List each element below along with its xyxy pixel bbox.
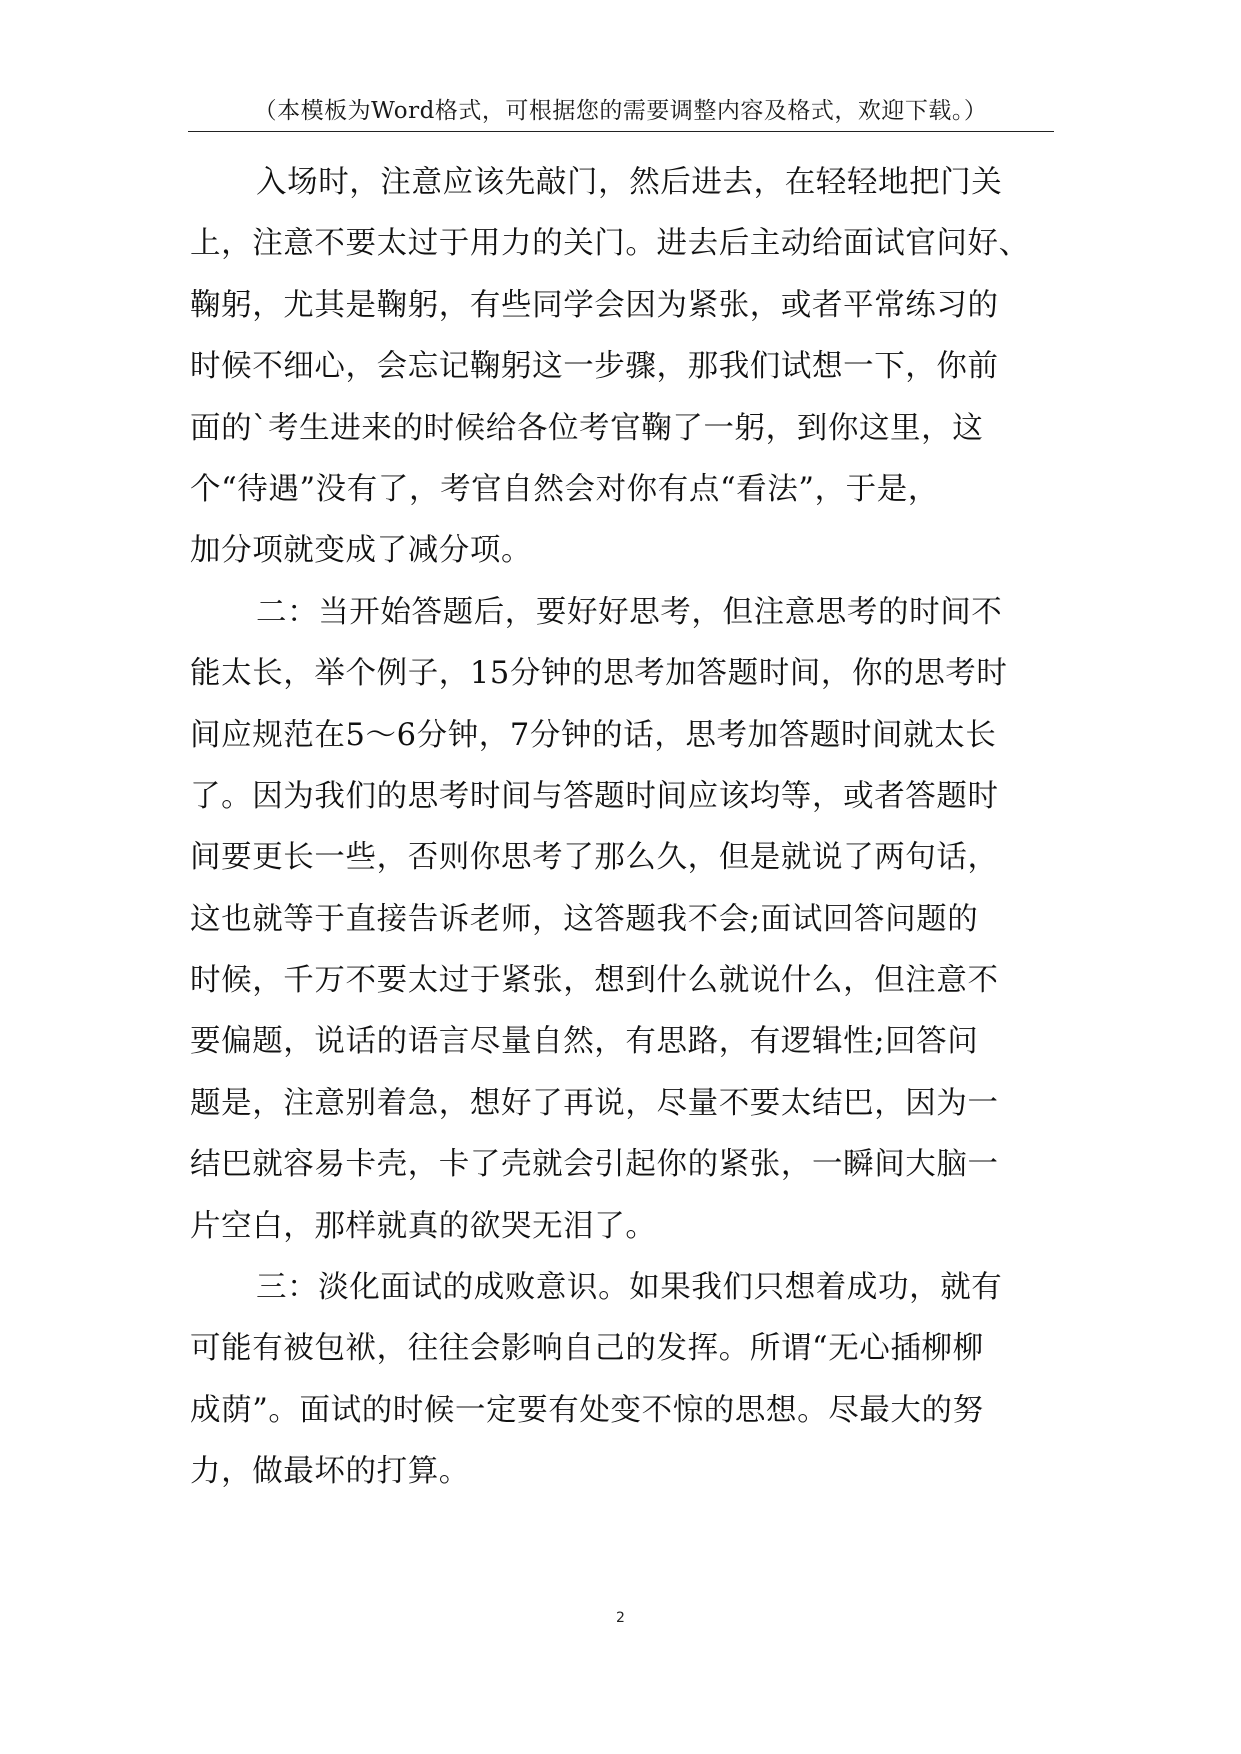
text-line: 能太长，举个例子，15分钟的思考加答题时间，你的思考时 — [190, 656, 1008, 692]
text-line: 加分项就变成了减分项。 — [190, 533, 533, 569]
text-line: 上，注意不要太过于用力的关门。进去后主动给面试官问好、 — [190, 226, 1030, 262]
text-line: 可能有被包袱，往往会影响自己的发挥。所谓“无心插柳柳 — [190, 1331, 984, 1367]
text-line: 三：淡化面试的成败意识。如果我们只想着成功，就有 — [256, 1270, 1003, 1306]
text-line: 片空白，那样就真的欲哭无泪了。 — [190, 1208, 657, 1244]
text-line: 要偏题，说话的语言尽量自然，有思路，有逻辑性;回答问 — [190, 1024, 979, 1060]
text-line: 了。因为我们的思考时间与答题时间应该均等，或者答题时 — [190, 778, 999, 814]
text-line: 力，做最坏的打算。 — [190, 1454, 470, 1490]
text-line: 题是，注意别着急，想好了再说，尽量不要太结巴，因为一 — [190, 1085, 999, 1121]
text-line: 二：当开始答题后，要好好思考，但注意思考的时间不 — [256, 594, 1003, 630]
text-line: 时候不细心，会忘记鞠躬这一步骤，那我们试想一下，你前 — [190, 349, 999, 385]
text-line: 间应规范在5～6分钟，7分钟的话，思考加答题时间就太长 — [190, 717, 997, 753]
header-divider — [188, 131, 1054, 132]
body-text — [190, 152, 1070, 1503]
text-line: 鞠躬，尤其是鞠躬，有些同学会因为紧张，或者平常练习的 — [190, 287, 999, 323]
text-line: 成荫”。面试的时候一定要有处变不惊的思想。尽最大的努 — [190, 1392, 984, 1428]
text-line: 时候，千万不要太过于紧张，想到什么就说什么，但注意不 — [190, 963, 999, 999]
text-line: 入场时，注意应该先敲门，然后进去，在轻轻地把门关 — [256, 165, 1003, 200]
text-line: 间要更长一些，否则你思考了那么久，但是就说了两句话， — [190, 840, 999, 876]
template-header-note: （本模板为Word格式，可根据您的需要调整内容及格式，欢迎下载。） — [253, 98, 988, 124]
page-number: 2 — [616, 1610, 625, 1626]
text-line: 结巴就容易卡壳，卡了壳就会引起你的紧张，一瞬间大脑一 — [190, 1147, 999, 1183]
text-line: 面的`考生进来的时候给各位考官鞠了一躬，到你这里，这 — [190, 410, 984, 446]
text-line: 这也就等于直接告诉老师，这答题我不会;面试回答问题的 — [190, 901, 979, 937]
text-line: 个“待遇”没有了，考官自然会对你有点“看法”，于是， — [190, 471, 939, 507]
